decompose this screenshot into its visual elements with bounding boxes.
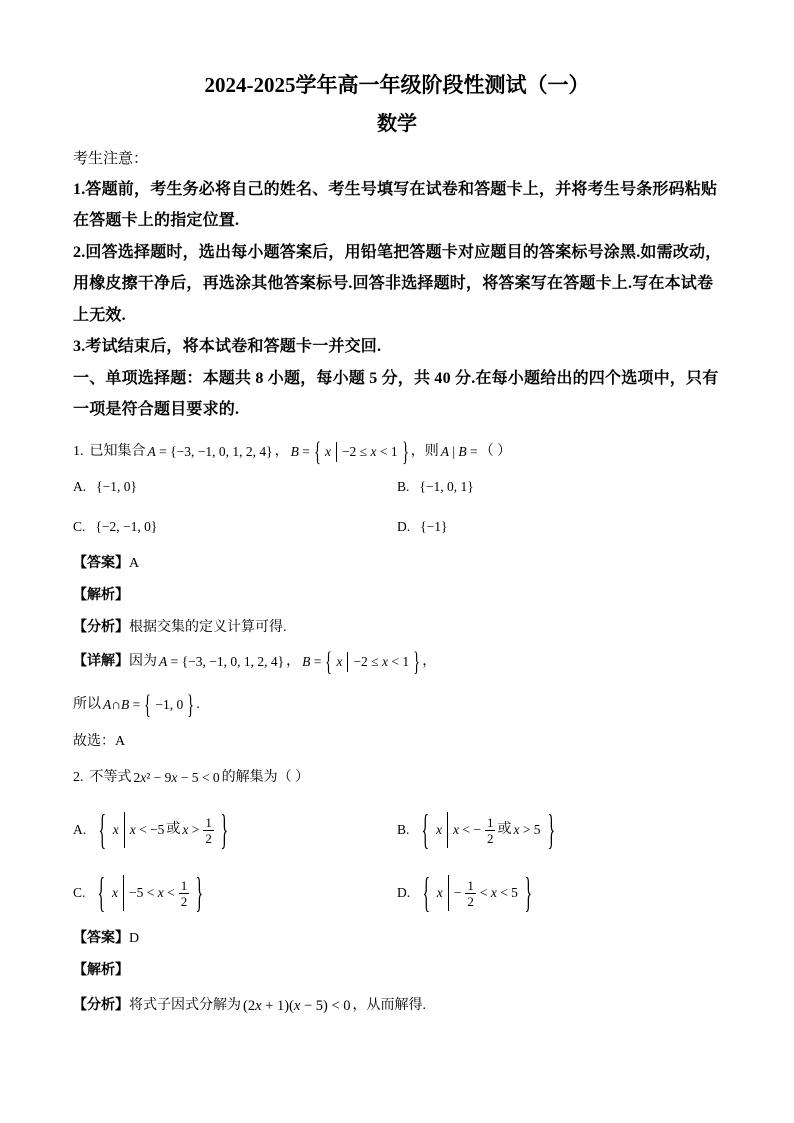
subject-title: 数学 xyxy=(377,113,417,135)
fenxi-label: 【分析】 xyxy=(73,998,129,1013)
set-variable: x xyxy=(435,822,442,837)
question-number: 1. xyxy=(73,444,84,459)
set-builder-bar xyxy=(447,812,448,848)
set-condition: x < − xyxy=(452,822,481,837)
detail-text: 因为 xyxy=(129,654,157,669)
notice-line: 在答题卡上的指定位置. xyxy=(73,212,240,229)
fraction xyxy=(179,878,190,909)
left-brace: { xyxy=(325,646,333,678)
set-condition: x > 5 xyxy=(513,822,541,837)
left-brace: { xyxy=(98,805,107,853)
fraction-numerator: 1 xyxy=(180,877,188,893)
set-a-expression: A = {−3, −1, 0, 1, 2, 4} xyxy=(159,654,285,669)
option-label: B. xyxy=(397,479,410,494)
question-text: 不等式 xyxy=(89,770,132,785)
right-brace: } xyxy=(547,805,555,853)
q1-choice xyxy=(73,732,125,752)
set-variable: x xyxy=(111,885,118,900)
q1-analysis-heading xyxy=(73,586,129,606)
set-variable: x xyxy=(324,444,331,459)
section-heading-line: 一项是符合题目要求的. xyxy=(73,401,240,418)
exam-title: 2024-2025学年高一年级阶段性测试（一） xyxy=(204,73,590,97)
left-brace: { xyxy=(97,868,106,916)
option-value: {−1} xyxy=(420,519,448,534)
q1-conclusion xyxy=(73,691,200,719)
fraction-numerator: 1 xyxy=(205,814,212,830)
q1-option-d xyxy=(397,517,449,537)
question-text: 已知集合 xyxy=(89,444,146,459)
fenxi-text: 将式子因式分解为 xyxy=(129,998,241,1013)
set-condition: −5 < x < xyxy=(128,885,175,900)
fenxi-label: 【分析】 xyxy=(73,620,129,635)
right-brace: } xyxy=(401,436,409,468)
set-prefix: B = xyxy=(302,654,322,669)
set-b-expression xyxy=(289,436,411,468)
notice-line: 1.答题前，考生务必将自己的姓名、考生号填写在试卷和答题卡上，并将考生号条形码粘贴 xyxy=(73,181,718,198)
option-value: {−2, −1, 0} xyxy=(95,519,158,534)
section-heading-line: 一、单项选择题：本题共 8 小题，每小题 5 分，共 40 分.在每小题给出的四个选项中，只有 xyxy=(73,370,719,387)
right-brace: } xyxy=(524,868,533,916)
question-ask: A | B = xyxy=(440,444,478,459)
left-brace: { xyxy=(421,805,430,853)
set-condition: −2 ≤ x < 1 xyxy=(341,444,398,459)
fraction-denominator: 2 xyxy=(486,830,494,846)
fraction xyxy=(485,815,496,846)
question-number: 2. xyxy=(73,770,84,785)
answer-label: 【答案】 xyxy=(73,931,129,946)
intersection-result: −1, 0 xyxy=(155,697,184,712)
fraction-numerator: 1 xyxy=(486,814,494,830)
q2-option-b xyxy=(397,805,559,853)
set-variable: x xyxy=(112,822,119,837)
set-builder-bar xyxy=(123,875,124,911)
set-condition: x > xyxy=(182,822,200,837)
question-text: 的解集为（ ） xyxy=(221,770,310,785)
set-prefix: B = xyxy=(290,444,310,459)
conjunction: 或 xyxy=(497,822,512,837)
set-builder-bar xyxy=(347,652,348,672)
answer-value: D xyxy=(129,931,140,946)
conclusion-text: 所以 xyxy=(73,697,101,712)
set-condition: − xyxy=(453,885,462,900)
set-builder-bar xyxy=(124,812,125,848)
option-value: {−1, 0, 1} xyxy=(419,479,474,494)
set-condition: −2 ≤ x < 1 xyxy=(353,654,410,669)
q1-option-c xyxy=(73,517,159,537)
option-label: A. xyxy=(73,479,87,494)
fraction xyxy=(465,878,476,909)
set-builder-bar xyxy=(336,442,337,462)
q1-option-a xyxy=(73,477,139,497)
option-label: A. xyxy=(73,822,87,837)
option-label: D. xyxy=(397,519,411,534)
q2-analysis-heading xyxy=(73,961,129,981)
fraction-denominator: 2 xyxy=(467,893,474,909)
question-2-stem xyxy=(73,768,309,788)
left-brace: { xyxy=(422,868,431,916)
option-value: {−1, 0} xyxy=(96,479,137,494)
set-variable: x xyxy=(436,885,443,900)
intersection-prefix: A∩B = xyxy=(103,697,141,712)
set-condition: < x < 5 xyxy=(479,885,518,900)
choice-text: 故选：A xyxy=(73,734,126,749)
fraction xyxy=(203,815,214,846)
right-brace: } xyxy=(220,805,229,853)
q2-option-a xyxy=(73,805,232,853)
q1-detail xyxy=(73,648,436,676)
set-variable: x xyxy=(336,654,343,669)
punctuation: . xyxy=(196,697,200,712)
q2-option-c xyxy=(73,868,208,916)
q1-option-b xyxy=(397,477,476,497)
notice-heading: 考生注意： xyxy=(73,151,149,167)
q2-option-d xyxy=(397,868,537,916)
punctuation: ， xyxy=(274,444,289,459)
analysis-label: 【解析】 xyxy=(73,588,129,603)
right-brace: } xyxy=(187,689,195,721)
analysis-label: 【解析】 xyxy=(73,963,129,978)
set-builder-bar xyxy=(448,875,449,911)
q2-fenxi xyxy=(73,994,426,1018)
inequality-expression: 2x² − 9x − 5 < 0 xyxy=(133,770,220,785)
fenxi-text: 根据交集的定义计算可得. xyxy=(129,620,287,635)
fraction-numerator: 1 xyxy=(467,877,474,893)
notice-line: 2.回答选择题时，选出每小题答案后，用铅笔把答题卡对应题目的答案标号涂黑.如需改动， xyxy=(73,244,722,261)
option-label: B. xyxy=(397,822,410,837)
punctuation: ， xyxy=(422,654,437,669)
set-condition: x < −5 xyxy=(129,822,165,837)
conjunction: 或 xyxy=(166,822,181,837)
option-label: C. xyxy=(73,885,86,900)
set-a-expression: A = {−3, −1, 0, 1, 2, 4} xyxy=(147,444,273,459)
question-text: ，则 xyxy=(410,444,439,459)
left-brace: { xyxy=(144,689,152,721)
answer-value: A xyxy=(129,556,140,571)
fraction-denominator: 2 xyxy=(180,893,188,909)
right-brace: } xyxy=(413,646,421,678)
detail-label: 【详解】 xyxy=(73,654,129,669)
set-b-expression xyxy=(300,646,422,678)
option-label: D. xyxy=(397,885,411,900)
right-brace: } xyxy=(195,868,204,916)
answer-blank: （ ） xyxy=(479,444,512,459)
q2-answer xyxy=(73,929,139,949)
q1-fenxi xyxy=(73,618,287,638)
option-label: C. xyxy=(73,519,86,534)
factored-inequality: (2x + 1)(x − 5) < 0 xyxy=(243,998,351,1014)
notice-line: 用橡皮擦干净后，再选涂其他答案标号.回答非选择题时，将答案写在答题卡上.写在本试卷 xyxy=(73,275,714,292)
fenxi-text: ，从而解得. xyxy=(352,998,426,1013)
notice-line: 上无效. xyxy=(73,307,126,324)
punctuation: ， xyxy=(286,654,301,669)
notice-line: 3.考试结束后，将本试卷和答题卡一并交回. xyxy=(73,338,382,355)
answer-label: 【答案】 xyxy=(73,556,129,571)
fraction-denominator: 2 xyxy=(205,830,212,846)
left-brace: { xyxy=(313,436,321,468)
question-1-stem xyxy=(73,438,511,466)
q1-answer xyxy=(73,554,139,574)
